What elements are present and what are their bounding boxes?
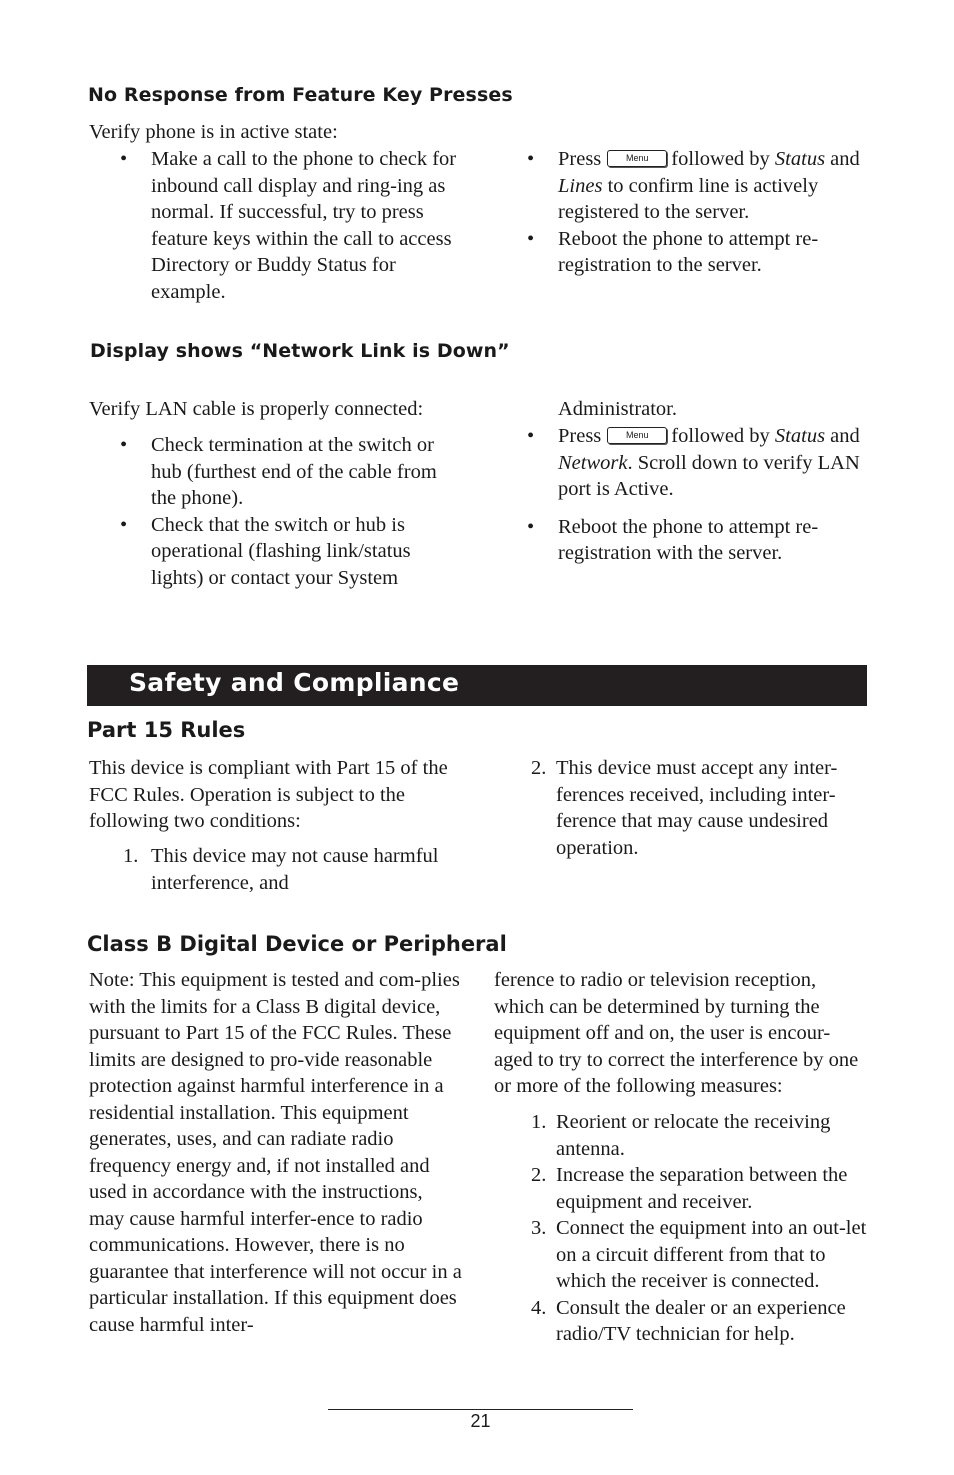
bullet-icon: • bbox=[120, 148, 128, 170]
list-item-text: Consult the dealer or an experience radio/TV technician for help. bbox=[556, 1296, 846, 1345]
status-term: Status bbox=[774, 148, 826, 170]
section2-right-list bbox=[496, 423, 874, 567]
section1-intro: Verify phone is in active state: bbox=[89, 121, 338, 143]
list-item-text: Connect the equipment into an out-let on a circuit different from that to which the receiver is connected. bbox=[556, 1217, 867, 1292]
section2-intro: Verify LAN cable is properly connected: bbox=[89, 398, 424, 420]
text-fragment: and bbox=[830, 425, 860, 447]
part15-intro: This device is compliant with Part 15 of the FCC Rules. Operation is subject to the following two conditions: bbox=[89, 757, 448, 832]
section1-right-list bbox=[496, 146, 872, 279]
classb-left-text: Note: This equipment is tested and com-plies with the limits for a Class B digital device, pursuant to Part 15 of the FCC Rules. These limits are designed to pro-vide reasonable protection against harmful interference in a residential installation. This equipment generates, uses, and can radiate radio frequency energy and, if not installed and used in accordance with the instructions, may cause harmful interfer-ence to radio communications. However, there is no guarantee that interference will not occur in a particular installation. If this equipment does cause harmful inter- bbox=[89, 969, 462, 1336]
banner-title: Safety and Compliance bbox=[129, 668, 460, 697]
section-heading-feature-keys: No Response from Feature Key Presses bbox=[88, 84, 513, 106]
status-term: Status bbox=[774, 425, 826, 447]
page-number: 21 bbox=[470, 1411, 491, 1431]
list-item-text: Make a call to the phone to check for inbound call display and ring-ing as normal. If successful, try to press feature keys within the call to access Directory or Buddy Status for example. bbox=[151, 148, 457, 303]
list-item bbox=[494, 1215, 870, 1295]
lines-term: Lines bbox=[558, 174, 603, 197]
classb-right-text: ference to radio or television reception, which can be determined by turning the equipment off and on, the user is encour-aged to try to correct the interference by one or more of the following measures: bbox=[494, 969, 859, 1097]
section2-left-list bbox=[89, 432, 461, 591]
list-item bbox=[89, 512, 461, 592]
list-number: 1. bbox=[123, 845, 139, 867]
list-item-text: Increase the separation between the equipment and receiver. bbox=[556, 1164, 848, 1213]
text-fragment: and bbox=[830, 148, 860, 170]
list-item bbox=[494, 1109, 870, 1162]
network-term: Network bbox=[558, 451, 628, 474]
classb-measures-list bbox=[494, 1109, 870, 1348]
list-number: 2. bbox=[531, 757, 547, 779]
text-fragment: to confirm line is actively registered to the server. bbox=[558, 174, 819, 223]
section-heading-network-link: Display shows “Network Link is Down” bbox=[90, 340, 510, 362]
list-item bbox=[494, 1162, 870, 1215]
menu-key-icon: Menu bbox=[607, 427, 667, 444]
list-item-text: Reorient or relocate the receiving antenna. bbox=[556, 1111, 831, 1160]
list-number: 4. bbox=[531, 1296, 547, 1319]
list-item-text: This device must accept any inter-ferences received, including inter-ference that may cause undesired operation. bbox=[556, 757, 838, 859]
list-item bbox=[496, 146, 872, 226]
list-item bbox=[89, 432, 461, 512]
bullet-icon: • bbox=[527, 227, 535, 250]
list-item bbox=[496, 423, 874, 503]
list-number: 1. bbox=[531, 1111, 547, 1133]
section1-left-list bbox=[89, 146, 461, 305]
list-item-text: Check that the switch or hub is operational (flashing link/status lights) or contact your System bbox=[151, 513, 411, 589]
text-fragment: . Scroll down to verify LAN port is Active. bbox=[558, 451, 860, 500]
list-number: 2. bbox=[531, 1164, 547, 1186]
press-label: Press bbox=[558, 425, 602, 447]
menu-key-icon: Menu bbox=[607, 150, 667, 167]
list-item bbox=[89, 843, 461, 896]
list-item-text: This device may not cause harmful interference, and bbox=[151, 845, 439, 894]
bullet-icon: • bbox=[527, 148, 535, 170]
list-item-text: Check termination at the switch or hub (furthest end of the cable from the phone). bbox=[151, 434, 437, 509]
footer-rule bbox=[328, 1409, 633, 1410]
list-item-text: Reboot the phone to attempt re-registration with the server. bbox=[558, 515, 819, 564]
list-item bbox=[89, 146, 461, 305]
section2-right-continuation: Administrator. bbox=[558, 398, 678, 420]
part15-left-list bbox=[89, 843, 461, 896]
text-fragment: followed by bbox=[671, 148, 770, 170]
bullet-icon: • bbox=[120, 434, 128, 456]
list-item bbox=[494, 755, 859, 861]
list-item bbox=[494, 1295, 870, 1348]
list-item bbox=[496, 226, 872, 279]
list-item-text: Reboot the phone to attempt re-registration to the server. bbox=[558, 227, 819, 276]
section-heading-class-b: Class B Digital Device or Peripheral bbox=[87, 932, 507, 956]
bullet-icon: • bbox=[527, 425, 535, 447]
list-number: 3. bbox=[531, 1217, 547, 1239]
section-banner bbox=[87, 665, 867, 706]
text-fragment: followed by bbox=[671, 425, 770, 447]
bullet-icon: • bbox=[120, 513, 128, 536]
part15-right-list bbox=[494, 755, 859, 861]
bullet-icon: • bbox=[527, 515, 535, 538]
section-heading-part15: Part 15 Rules bbox=[87, 718, 246, 742]
list-item bbox=[496, 514, 874, 567]
press-label: Press bbox=[558, 148, 602, 170]
